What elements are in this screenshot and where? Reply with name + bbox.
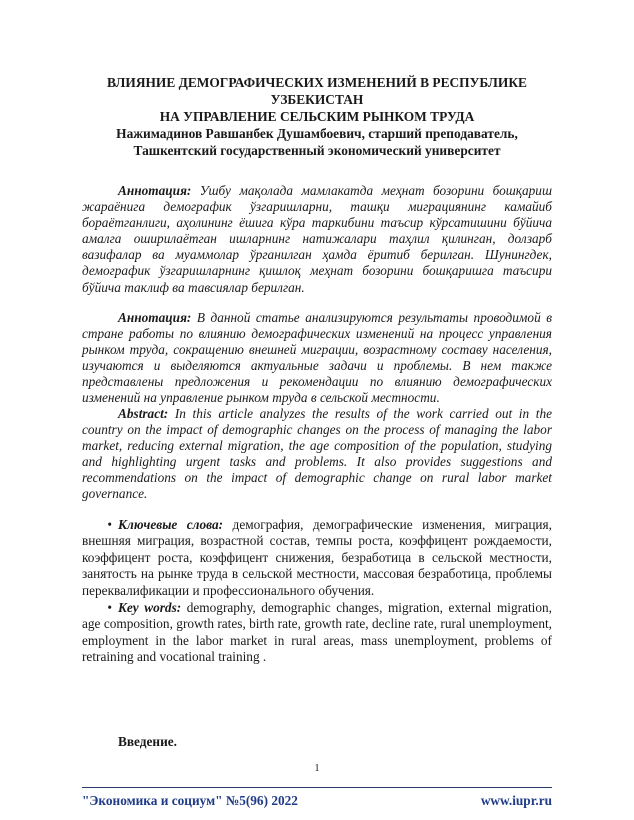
keywords-english bbox=[82, 600, 552, 666]
abstract-uzbek-label: Аннотация: bbox=[118, 183, 192, 198]
keywords-russian bbox=[82, 517, 552, 599]
footer-website-link[interactable]: www.iupr.ru bbox=[480, 793, 552, 808]
author-line-2: Ташкентский государственный экономический университет bbox=[133, 143, 501, 158]
keywords-russian-bullet: • bbox=[107, 517, 112, 532]
footer-journal: "Экономика и социум" №5(96) 2022 bbox=[82, 793, 298, 808]
article-header bbox=[82, 74, 552, 159]
abstract-uzbek bbox=[82, 183, 552, 296]
paper-page bbox=[82, 0, 552, 820]
keywords-english-text: demography, demographic changes, migration, external migration, age composition, growth rates, birth rate, growth rate, decline rate, rural unemployment, employment in the labor market in rural areas, mass unemployment, problems of retraining and vocational training . bbox=[82, 600, 552, 665]
page-footer bbox=[82, 793, 552, 809]
abstract-uzbek-text: Ушбу мақолада мамлакатда меҳнат бозорини бошқариш жараёнига демографик ўзгаришларни, ташқи миграциянинг камайиб бораётганлиги, аҳолининг ёшига кўра таркибини таъсир кўрсатишини бўйича амалга оширилаётган ишларнинг натижалари таҳлил қилинган, долзарб вазифалар ва муаммолар ўрганилган ҳамда ёритиб берилган. Шунингдек, демографик ўзгаришларнинг қишлоқ меҳнат бозорини бошқаришга таъсири бўйича таклиф ва тавсиялар берилган. bbox=[82, 183, 552, 295]
page-number: 1 bbox=[314, 763, 320, 774]
keywords-russian-text: демография, демографические изменения, миграция, внешняя миграция, возрастной состав, темпы роста, коэффицент рождаемости, коэффицент роста, коэффицент снижения, безработица в сельской местности, занятость на рынке труда в сельской местности, массовая безработица, проблемы переквалификации и профессионального обучения. bbox=[82, 517, 552, 598]
keywords-english-label: Key words: bbox=[118, 600, 182, 615]
keywords-english-bullet: • bbox=[107, 600, 112, 615]
footer-divider bbox=[82, 787, 552, 788]
abstract-russian-text: В данной статье анализируются результаты проводимой в стране работы по влиянию демографических изменений на процесс управления рынком труда, сокращению внешней миграции, возрастному составу населения, изучаются и выделяются актуальные задачи и проблемы. В нем также представлены предложения и рекомендации по влиянию демографических изменений на управление рынком труда в сельской местности. bbox=[82, 310, 552, 406]
title-line-3: НА УПРАВЛЕНИЕ СЕЛЬСКИМ РЫНКОМ ТРУДА bbox=[159, 109, 475, 124]
keywords-russian-label: Ключевые слова: bbox=[118, 517, 224, 532]
abstract-russian-label: Аннотация: bbox=[118, 310, 192, 325]
author-line-1: Нажимадинов Равшанбек Душамбоевич, старший преподаватель, bbox=[116, 126, 518, 141]
abstract-english-text: In this article analyzes the results of the work carried out in the country on the impact of demographic changes on the process of managing the labor market, reducing external migration, the age composition of the population, studying and highlighting urgent tasks and problems. It also provides suggestions and recommendations on the impact of demographic change on rural labor market governance. bbox=[82, 406, 552, 502]
title-line-2: УЗБЕКИСТАН bbox=[270, 92, 364, 107]
abstract-english-label: Abstract: bbox=[118, 406, 169, 421]
title-line-1: ВЛИЯНИЕ ДЕМОГРАФИЧЕСКИХ ИЗМЕНЕНИЙ В РЕСПУБЛИКЕ bbox=[107, 75, 527, 90]
abstract-russian bbox=[82, 310, 552, 407]
section-heading-introduction: Введение. bbox=[118, 734, 177, 749]
abstract-english bbox=[82, 406, 552, 503]
